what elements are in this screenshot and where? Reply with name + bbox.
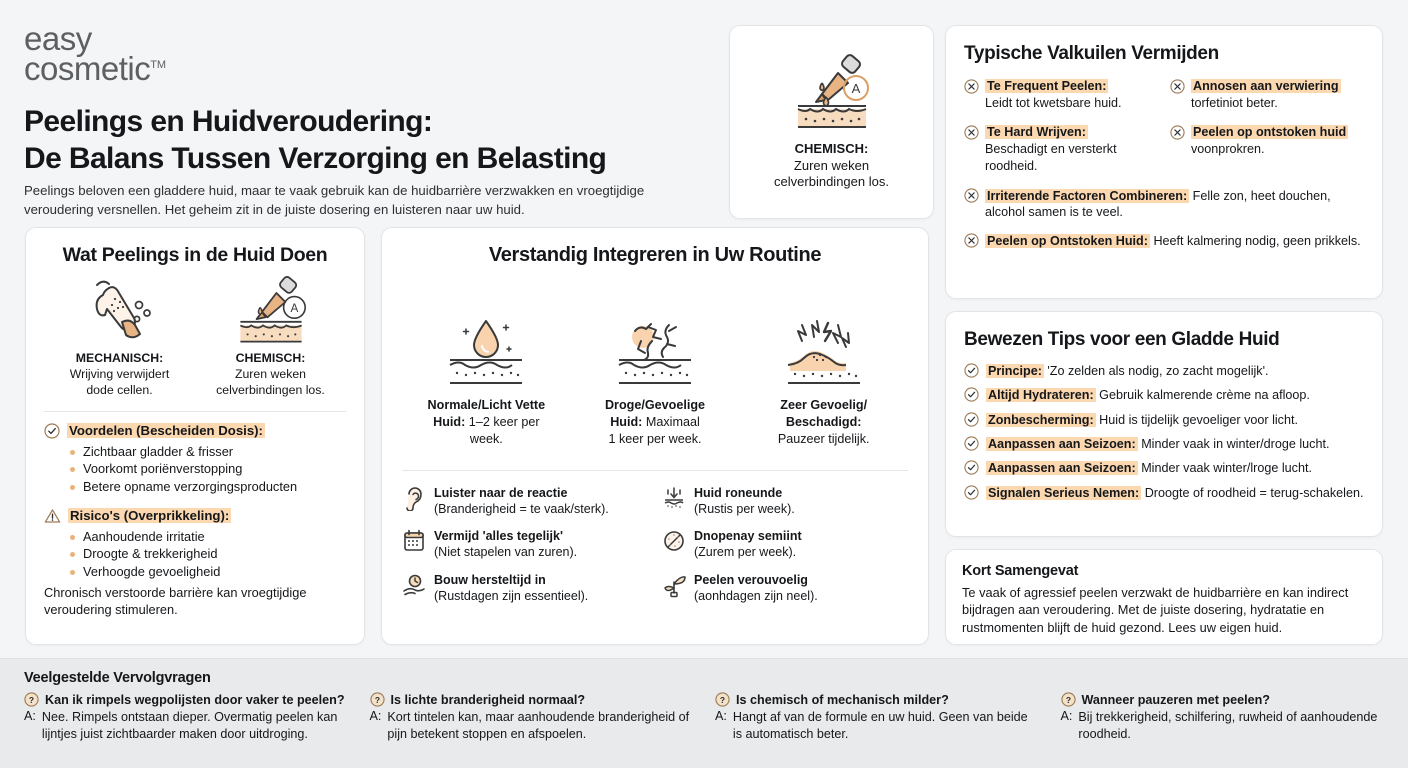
advice-item [662, 485, 908, 518]
skin-type-dry-line1: Droge/Gevoelige [604, 398, 706, 412]
peeling-mode-mechanical [44, 275, 195, 399]
what-peelings-do-card [25, 227, 365, 645]
question-circle-icon [1061, 692, 1076, 707]
pitfalls-columns [964, 78, 1364, 188]
skin-type-dry [571, 311, 740, 448]
svg-text:A: A [851, 80, 860, 96]
routine-title: Verstandig Integreren in Uw Routine [488, 244, 822, 266]
chemical-label: CHEMISCH: [235, 351, 306, 365]
calendar-icon [402, 528, 426, 554]
advice-item [662, 572, 908, 605]
x-circle-icon [1170, 79, 1185, 111]
tips-list [964, 363, 1364, 501]
faq-question: Is lichte branderigheid normaal? [390, 693, 586, 707]
faq-question: Wanneer pauzeren met peelen? [1081, 693, 1270, 707]
x-circle-icon [964, 188, 979, 221]
list-item: Betere opname verzorgingsproducten [70, 478, 346, 496]
list-item: Aanhoudende irritatie [70, 528, 346, 546]
tip-item [964, 485, 1364, 501]
tip-desc: Huid is tijdelijk gevoeliger voor licht. [1099, 412, 1298, 427]
advice-desc: (Branderigheid = te vaak/sterk). [434, 501, 609, 516]
faq-answer-row [24, 709, 348, 742]
faq-question: Is chemisch of mechanisch milder? [736, 693, 949, 707]
ear-icon [402, 485, 426, 511]
tip-desc: Minder vaak winter/lroge lucht. [1141, 461, 1312, 476]
pitfall-term: Peelen op ontstoken huid [1193, 125, 1347, 140]
faq-title: Veelgestelde Vervolgvragen [24, 670, 211, 686]
risks-title: Risico's (Overprikkeling): [70, 507, 230, 523]
check-circle-icon [964, 412, 979, 428]
x-circle-icon [964, 125, 979, 174]
check-circle-icon [964, 460, 979, 476]
faq-answer: Hangt af van de formule en uw huid. Geen van beide is automatisch beter. [732, 710, 1028, 742]
advice-desc: (aonhdagen zijn neel). [694, 588, 818, 603]
faq-question: Kan ik rimpels wegpolijsten door vaker te peelen? [45, 693, 345, 707]
sprout-icon [662, 572, 686, 598]
advice-desc: (Rustis per week). [694, 501, 795, 516]
pitfall-text [985, 78, 1122, 111]
check-circle-icon [964, 436, 979, 452]
faq-question-row [24, 692, 348, 708]
tip-desc: Droogte of roodheid = terug-schakelen. [1144, 485, 1364, 500]
droplet-skin-icon [438, 311, 534, 389]
faq-answer: Nee. Rimpels ontstaan dieper. Overmatig peelen kan lijntjes juist zichtbaarder maken door uitdroging. [41, 710, 338, 742]
pitfalls-card [945, 25, 1383, 299]
tips-title: Bewezen Tips voor een Gladde Huid [964, 329, 1280, 350]
risks-block [44, 508, 346, 619]
skin-absorb-icon [662, 485, 686, 511]
tip-item [964, 436, 1364, 452]
advice-title: Bouw hersteltijd in [434, 572, 546, 587]
check-circle-icon [964, 363, 979, 379]
x-circle-icon [964, 233, 979, 250]
mechanical-line1: Wrijving verwijdert [69, 366, 170, 381]
check-circle-icon [44, 423, 60, 439]
faq-answer-label: A: [369, 709, 382, 724]
skin-type-normal-line3: week. [469, 431, 503, 446]
routine-card [381, 227, 929, 645]
pitfall-term: Te Hard Wrijven: [987, 125, 1086, 140]
irritated-skin-icon [776, 311, 872, 389]
x-circle-icon [964, 79, 979, 111]
advice-item [402, 485, 648, 518]
pitfall-term: Peelen op Ontstoken Huid: [987, 234, 1148, 249]
tip-text [986, 412, 1298, 428]
faq-answer-label: A: [715, 709, 727, 724]
hand-clock-icon [402, 572, 426, 598]
faq-answer-row [370, 709, 694, 742]
pitfall-item [964, 78, 1158, 111]
faq-section [0, 658, 1408, 768]
tip-desc: Minder vaak in winter/droge lucht. [1141, 437, 1330, 452]
skin-type-dry-caption [605, 397, 705, 448]
skin-type-normal-rest: 1–2 keer per [465, 414, 540, 429]
advice-desc: (Zurem per week). [694, 545, 797, 560]
advice-left-column [402, 485, 648, 616]
faq-question-row [715, 692, 1039, 708]
pitfall-desc: Felle zon, heet douchen, alcohol samen is te veel. [985, 188, 1331, 220]
faq-item [1061, 692, 1385, 743]
skin-type-sensitive-caption [778, 397, 870, 448]
pitfall-desc: Beschadigt en versterkt roodheid. [985, 142, 1117, 173]
advice-item [662, 528, 908, 561]
tip-term: Aanpassen aan Seizoen: [988, 461, 1136, 476]
tip-term: Signalen Serieus Nemen: [988, 485, 1140, 500]
pitfall-desc: Leidt tot kwetsbare huid. [985, 95, 1122, 110]
tip-item [964, 363, 1364, 379]
brand-logo-line2: cosmetic™ [24, 50, 167, 88]
advice-text [434, 485, 609, 518]
summary-text: Te vaak of agressief peelen verzwakt de huidbarrière en kan indirect bijdragen aan veroudering. Met de juiste dosering, hydratatie en rustmomenten blijft de huid gezond. Lees uw eigen huid. [962, 585, 1349, 635]
advice-text [694, 485, 795, 518]
benefits-block [44, 423, 346, 496]
clock-dial-icon [662, 528, 686, 554]
mechanical-label: MECHANISCH: [75, 351, 164, 365]
benefits-heading [44, 423, 346, 439]
svg-text:?: ? [1065, 694, 1071, 705]
page-title-line1: Peelings en Huidveroudering: [24, 105, 433, 138]
pitfall-desc: voonprokren. [1191, 142, 1265, 157]
chemical-peel-label: CHEMISCH: [794, 140, 869, 156]
check-circle-icon [964, 485, 979, 501]
advice-title: Huid roneunde [694, 485, 783, 500]
skin-type-dry-bold: Huid: [610, 414, 643, 429]
brand-logo-line1: easy [24, 20, 92, 57]
tip-desc: 'Zo zelden als nodig, zo zacht mogelijk'. [1047, 364, 1269, 378]
faq-question-row [1061, 692, 1385, 708]
skin-type-dry-line3: 1 keer per week. [608, 431, 702, 446]
pitfall-text [985, 124, 1158, 174]
tip-text [986, 363, 1269, 379]
svg-text:?: ? [374, 694, 380, 705]
pitfall-desc: Heeft kalmering nodig, geen prikkels. [1153, 234, 1361, 249]
skin-type-sensitive-line1: Zeer Gevoelig/ [780, 398, 868, 412]
cracked-skin-icon [607, 311, 703, 389]
summary-title: Kort Samengevat [962, 563, 1079, 579]
pitfalls-left-column [964, 78, 1158, 188]
x-circle-icon [1170, 125, 1185, 157]
chemical-peel-text-line2: celverbindingen los. [774, 174, 889, 190]
tip-term: Zonbescherming: [988, 412, 1094, 427]
faq-answer: Bij trekkerigheid, schilfering, ruwheid of aanhoudende roodheid. [1078, 710, 1378, 742]
skin-type-dry-rest: Maximaal [642, 414, 700, 429]
risks-list [70, 528, 346, 581]
tip-item [964, 412, 1364, 428]
dropper-skin-icon [786, 53, 878, 133]
pitfall-text [1191, 124, 1348, 157]
chemical-peel-text-line1: Zuren weken [793, 157, 870, 173]
skin-type-normal [402, 311, 571, 448]
risks-heading [44, 508, 346, 524]
skin-type-normal-line1: Normale/Licht Vette [427, 398, 546, 412]
tip-text [986, 387, 1310, 403]
tip-text [986, 485, 1363, 501]
faq-item [24, 692, 348, 743]
pitfall-item [1170, 124, 1364, 157]
pitfall-item [1170, 78, 1364, 111]
faq-answer-row [1061, 709, 1385, 742]
tip-desc: Gebruik kalmerende crème na afloop. [1099, 388, 1310, 403]
pitfalls-right-column [1170, 78, 1364, 188]
pitfall-desc: torfetiniot beter. [1191, 95, 1278, 110]
faq-answer-label: A: [1060, 709, 1073, 724]
question-circle-icon [24, 692, 39, 707]
tip-item [964, 387, 1364, 403]
skin-type-normal-bold: Huid: [433, 414, 466, 429]
pitfall-item [964, 124, 1158, 174]
tip-text [986, 460, 1312, 476]
list-item: Zichtbaar gladder & frisser [70, 443, 346, 461]
advice-title: Vermijd 'alles tegelijk' [434, 529, 563, 544]
tip-term: Principe: [988, 364, 1042, 378]
tip-text [986, 436, 1330, 452]
mechanical-line2: dode cellen. [86, 382, 153, 397]
tip-term: Aanpassen aan Seizoen: [988, 437, 1136, 452]
faq-answer-label: A: [24, 709, 36, 724]
page-subtitle: Peelings beloven een gladdere huid, maar te vaak gebruik kan de huidbarrière verzwakken en vroegtijdige veroudering versnellen. Het geheim zit in de juiste dosering en luisteren naar uw huid. [24, 183, 645, 217]
chemical-peel-caption [774, 141, 889, 192]
svg-text:?: ? [719, 694, 726, 705]
brand-logo [24, 20, 167, 88]
page-title-line2: De Balans Tussen Verzorging en Belasting [24, 141, 607, 175]
advice-title: Dnopenay semiint [694, 529, 802, 544]
section-divider [402, 470, 908, 471]
advice-title: Luister naar de reactie [434, 485, 568, 500]
faq-item [370, 692, 694, 743]
chemical-line2: celverbindingen los. [216, 382, 325, 397]
pitfall-term: Annosen aan verwiering [1193, 79, 1339, 93]
faq-item [715, 692, 1039, 743]
advice-desc: (Niet stapelen van zuren). [434, 545, 578, 560]
advice-item [402, 528, 648, 561]
risks-note: Chronisch verstoorde barrière kan vroegtijdige veroudering stimuleren. [44, 585, 307, 618]
peeling-mode-mechanical-caption [70, 351, 170, 399]
page-title [24, 104, 714, 177]
exfoliating-mitt-icon [77, 275, 163, 347]
tip-item [964, 460, 1364, 476]
advice-title: Peelen verouvoelig [694, 572, 808, 587]
peeling-mode-chemical-caption [216, 351, 325, 399]
pitfall-item [964, 188, 1364, 221]
list-item: Verhoogde gevoeligheid [70, 563, 346, 581]
faq-answer: Kort tintelen kan, maar aanhoudende branderigheid of pijn betekent stoppen en afspoelen. [387, 710, 690, 742]
check-circle-icon [964, 387, 979, 403]
svg-text:?: ? [28, 694, 35, 705]
faq-answer-row [715, 709, 1039, 742]
skin-types [402, 311, 908, 448]
benefits-title: Voordelen (Bescheiden Dosis): [69, 422, 263, 438]
summary-card [945, 549, 1383, 645]
what-peelings-title: Wat Peelings in de Huid Doen [62, 244, 328, 266]
advice-right-column [662, 485, 908, 616]
pitfall-item [964, 233, 1364, 250]
warning-triangle-icon [44, 508, 61, 524]
svg-text:A: A [290, 301, 298, 315]
tips-card [945, 311, 1383, 537]
section-divider [44, 411, 346, 412]
advice-text [434, 572, 588, 605]
pitfall-text [985, 233, 1361, 250]
faq-grid [24, 692, 1384, 743]
list-item: Voorkomt poriënverstopping [70, 460, 346, 478]
advice-text [694, 528, 802, 561]
peeling-mode-chemical [195, 275, 346, 399]
advice-columns [402, 485, 908, 616]
advice-text [694, 572, 818, 605]
pitfall-term: Irriterende Factoren Combineren: [987, 188, 1188, 203]
skin-type-sensitive [739, 311, 908, 448]
advice-text [434, 528, 577, 561]
advice-desc: (Rustdagen zijn essentieel). [434, 588, 589, 603]
pitfall-text [985, 188, 1364, 221]
question-circle-icon [715, 692, 730, 707]
tip-term: Altijd Hydrateren: [988, 388, 1094, 403]
benefits-list [70, 443, 346, 496]
chemical-line1: Zuren weken [234, 366, 307, 381]
skin-type-sensitive-bold: Beschadigd: [785, 414, 862, 429]
pitfall-term: Te Frequent Peelen: [987, 79, 1107, 93]
faq-question-row [370, 692, 694, 708]
question-circle-icon [370, 692, 385, 707]
peeling-modes [44, 275, 346, 399]
chemical-peel-card [729, 25, 934, 219]
list-item: Droogte & trekkerigheid [70, 545, 346, 563]
pitfalls-title: Typische Valkuilen Vermijden [964, 43, 1219, 64]
trademark-mark: TM [150, 59, 167, 72]
skin-type-sensitive-line3: Pauzeer tijdelijk. [777, 431, 870, 446]
pitfall-text [1191, 78, 1341, 111]
dropper-skin-icon [228, 275, 314, 347]
advice-item [402, 572, 648, 605]
skin-type-normal-caption [428, 397, 546, 448]
